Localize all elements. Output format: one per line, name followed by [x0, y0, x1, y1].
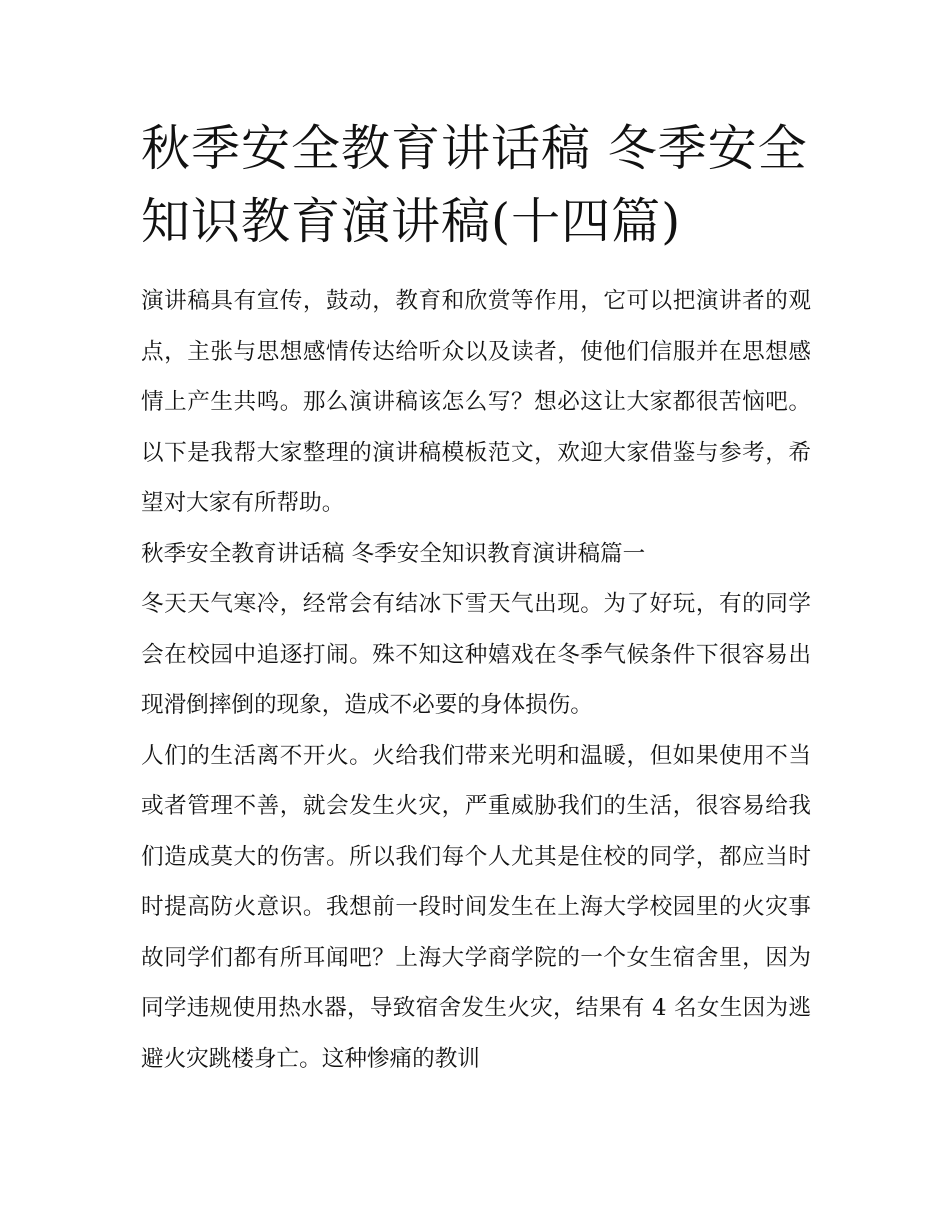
section-heading: 秋季安全教育讲话稿 冬季安全知识教育演讲稿篇一 [141, 540, 646, 567]
document-body [141, 276, 811, 1084]
body-paragraph: 人们的生活离不开火。火给我们带来光明和温暖，但如果使用不当或者管理不善，就会发生火灾，严重威胁我们的生活，很容易给我们造成莫大的伤害。所以我们每个人尤其是住校的同学，都应当时时提高防火意识。我想前一段时间发生在上海大学校园里的火灾事故同学们都有所耳闻吧？上海大学商学院的一个女生宿舍里，因为同学违规使用热水器，导致宿舍发生火灾，结果有 4 名女生因为逃避火灾跳楼身亡。这种惨痛的教训 [141, 742, 811, 1072]
body-paragraph: 冬天天气寒冷，经常会有结冰下雪天气出现。为了好玩，有的同学会在校园中追逐打闹。殊不知这种嬉戏在冬季气候条件下很容易出现滑倒摔倒的现象，造成不必要的身体损伤。 [141, 591, 811, 718]
intro-paragraph: 演讲稿具有宣传，鼓动，教育和欣赏等作用，它可以把演讲者的观点，主张与思想感情传达给听众以及读者，使他们信服并在思想感情上产生共鸣。那么演讲稿该怎么写？想必这让大家都很苦恼吧。以下是我帮大家整理的演讲稿模板范文，欢迎大家借鉴与参考，希望对大家有所帮助。 [141, 288, 811, 516]
document-title: 秋季安全教育讲话稿 冬季安全知识教育演讲稿(十四篇) [141, 120, 808, 250]
document-page [141, 112, 811, 1084]
